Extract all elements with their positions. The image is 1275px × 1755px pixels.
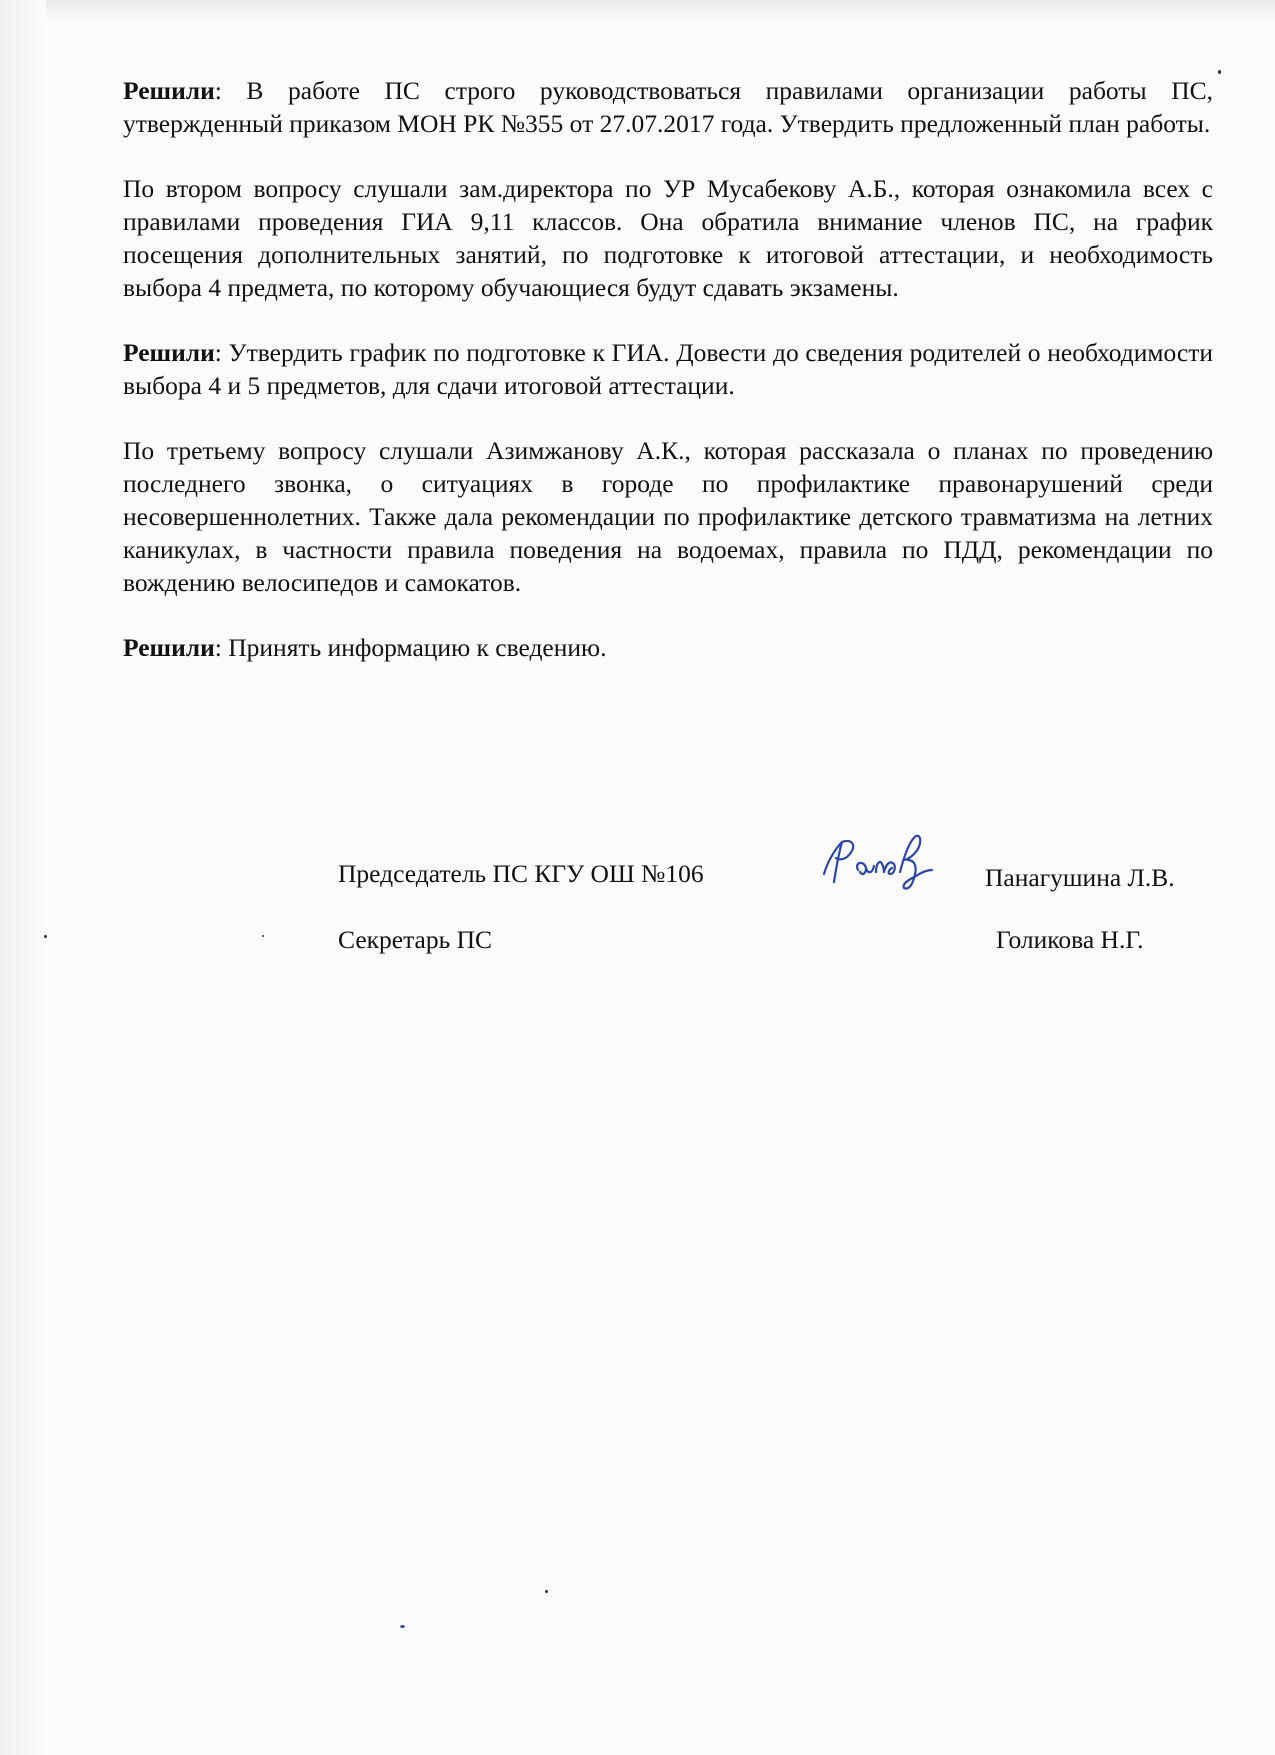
decision-label: Решили [123, 633, 215, 662]
decision-label: Решили [123, 76, 215, 105]
paragraph-text: : Утвердить график по подготовке к ГИА. Довести до сведения родителей о необходимости выбора 4 и 5 предметов, для сдачи итоговой аттестации. [123, 338, 1213, 400]
chair-label: Председатель ПС КГУ ОШ №106 [338, 859, 704, 888]
paragraph-text: По втором вопросу слушали зам.директора по УР Мусабекову А.Б., которая ознакомила всех с правилами проведения ГИА 9,11 классов. Она обратила внимание членов ПС, на график посещения дополнительных занятий, по подготовке к итоговой аттестации, и необходимость выбора 4 предмета, по которому обучающиеся будут сдавать экзамены. [123, 174, 1213, 302]
paragraph-text: По третьему вопросу слушали Азимжанову А.К., которая рассказала о планах по проведению последнего звонка, о ситуациях в городе по профилактике правонарушений среди несовершеннолетних. Также дала рекомендации по профилактике детского травматизма на летних каникулах, в частности правила поведения на водоемах, правила по ПДД, рекомендации по вождению велосипедов и самокатов. [123, 436, 1213, 597]
scan-speck [44, 935, 47, 938]
paragraph-third-question [123, 434, 1213, 599]
paragraph-text: : Принять информацию к сведению. [214, 633, 607, 662]
paragraph-text: : В работе ПС строго руководствоваться правилами организации работы ПС, утвержденный приказом МОН РК №355 от 27.07.2017 года. Утвердить предложенный план работы. [123, 76, 1213, 138]
secretary-name: Голикова Н.Г. [996, 925, 1144, 954]
scan-edge-left [0, 0, 46, 1755]
paragraph-second-question [123, 172, 1213, 304]
paragraph-decision-2 [123, 336, 1213, 402]
scan-speck [1218, 70, 1221, 74]
handwritten-signature [818, 826, 938, 896]
paragraph-decision-1 [123, 74, 1213, 140]
decision-label: Решили [123, 338, 215, 367]
chair-name: Панагушина Л.В. [985, 863, 1175, 892]
secretary-label: Секретарь ПС [338, 925, 493, 954]
scan-speck [400, 1625, 405, 1628]
scan-speck [262, 935, 264, 937]
document-body [123, 74, 1213, 696]
scan-edge-top [0, 0, 1275, 22]
paragraph-decision-3 [123, 631, 1213, 664]
scan-speck [545, 1590, 548, 1593]
